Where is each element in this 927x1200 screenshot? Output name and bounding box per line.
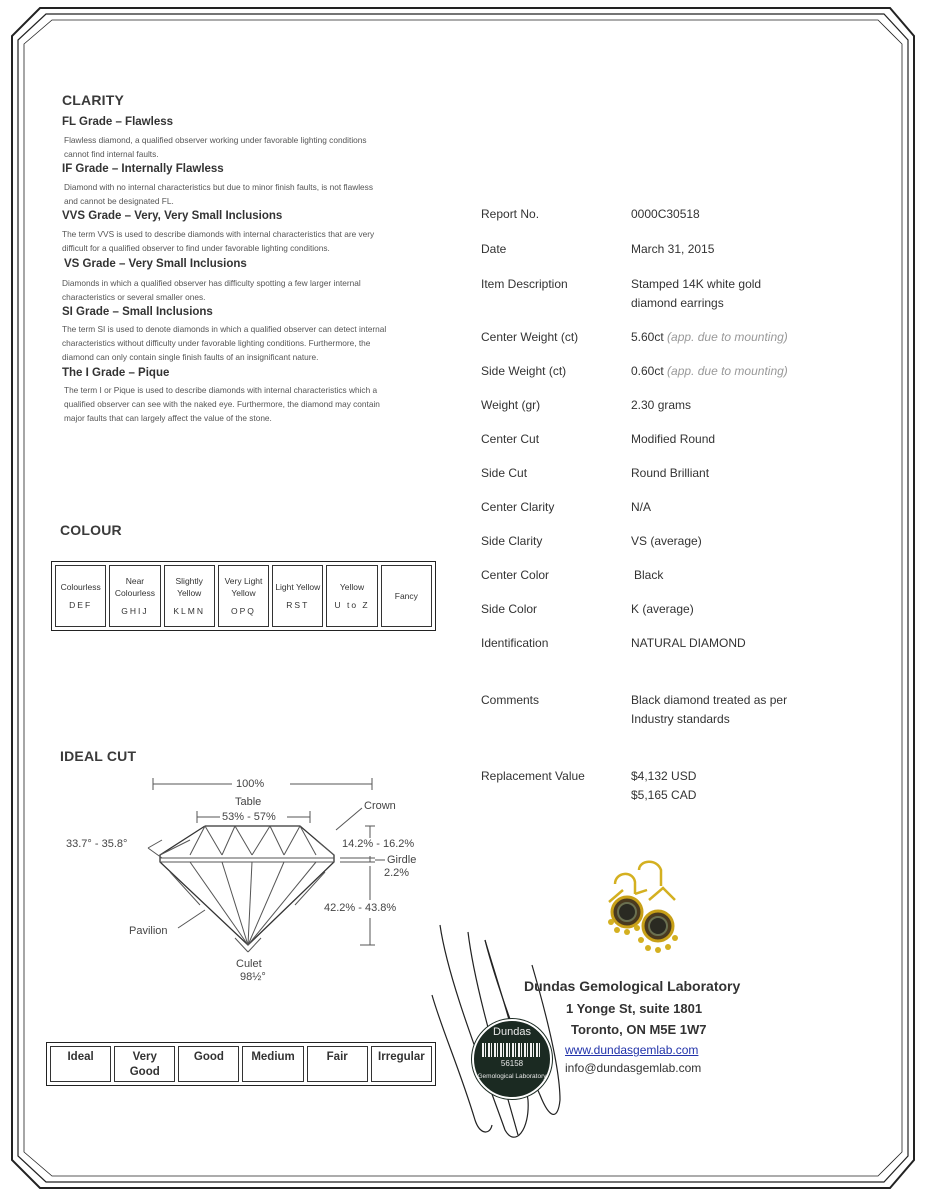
colour-cell-light-yellow: Light Yellow RST <box>272 565 323 627</box>
item-description-value: Stamped 14K white gold diamond earrings <box>631 277 762 310</box>
cut-cell-ideal: Ideal <box>50 1046 111 1082</box>
side-color-label: Side Color <box>481 602 538 616</box>
report-no-label: Report No. <box>481 207 540 221</box>
diagram-table-range: 53% - 57% <box>222 811 276 823</box>
colour-title: COLOUR <box>60 522 122 538</box>
date-value: March 31, 2015 <box>631 242 715 256</box>
colour-cell-slightly-yellow: Slightly Yellow KLMN <box>164 565 215 627</box>
grade-if-title: IF Grade – Internally Flawless <box>62 163 224 175</box>
grade-fl-title: FL Grade – Flawless <box>62 116 174 128</box>
report-no-value: 0000C30518 <box>631 207 700 221</box>
cut-cell-very-good: Very Good <box>114 1046 175 1082</box>
weight-gr-value: 2.30 grams <box>631 398 692 412</box>
ideal-cut-title: IDEAL CUT <box>60 748 137 764</box>
item-description-label: Item Description <box>481 277 568 291</box>
colour-cell-very-light-yellow: Very Light Yellow OPQ <box>218 565 269 627</box>
clarity-title: CLARITY <box>62 92 125 108</box>
lab-address-line2: Toronto, ON M5E 1W7 <box>571 1022 707 1037</box>
diagram-crown-height: 14.2% - 16.2% <box>342 838 415 850</box>
colour-cell-near-colourless: Near Colourless GHIJ <box>109 565 160 627</box>
center-weight-label: Center Weight (ct) <box>481 330 579 344</box>
diagram-crown-angle: 33.7° - 35.8° <box>66 838 128 850</box>
grade-vvs-desc: The term VVS is used to describe diamonds with internal characteristics that are very difficult for a qualified observer to find under favorable lighting conditions. <box>62 229 375 253</box>
grade-i-desc: The term I or Pique is used to describe diamonds with internal characteristics which a qualified observer can see with the naked eye. Furthermore, the diamond may contain major faults that can largely affect the value of the stone. <box>64 385 380 423</box>
grade-i-title: The I Grade – Pique <box>62 367 170 379</box>
weight-gr-label: Weight (gr) <box>481 398 541 412</box>
identification-label: Identification <box>481 636 549 650</box>
side-clarity-label: Side Clarity <box>481 534 543 548</box>
side-clarity-value: VS (average) <box>631 534 702 548</box>
side-cut-value: Round Brilliant <box>631 466 710 480</box>
diagram-pavilion-label: Pavilion <box>129 925 168 937</box>
side-cut-label: Side Cut <box>481 466 528 480</box>
grade-if-desc: Diamond with no internal characteristics but due to minor finish faults, is not flawless and cannot be designated FL. <box>64 182 373 206</box>
diagram-crown-label: Crown <box>364 800 396 812</box>
center-clarity-label: Center Clarity <box>481 500 555 514</box>
grade-si-title: SI Grade – Small Inclusions <box>62 306 213 318</box>
lab-email[interactable]: info@dundasgemlab.com <box>565 1061 702 1075</box>
identification-value: NATURAL DIAMOND <box>631 636 746 650</box>
center-cut-value: Modified Round <box>631 432 716 446</box>
cut-cell-irregular: Irregular <box>371 1046 432 1082</box>
colour-cell-yellow: Yellow U to Z <box>326 565 377 627</box>
center-clarity-value: N/A <box>631 500 652 514</box>
earrings-photo <box>595 860 690 960</box>
seal-bottom-text: Gemological Laboratory <box>477 1073 547 1080</box>
comments-label: Comments <box>481 693 540 707</box>
seal-top-text: Dundas <box>493 1026 531 1038</box>
center-color-value: Black <box>634 568 664 582</box>
diagram-girdle-label: Girdle <box>387 854 417 866</box>
diagram-culet-label: Culet <box>236 958 262 970</box>
replacement-value-value: $4,132 USD $5,165 CAD <box>631 769 697 802</box>
lab-address-line1: 1 Yonge St, suite 1801 <box>566 1001 703 1016</box>
grade-si-desc: The term SI is used to denote diamonds in which a qualified observer can detect internal characteristics without difficulty under favorable lighting conditions. Furthermore, the diamond can only contain single finish faults of an insignificant nature. <box>62 324 387 362</box>
seal-barcode <box>482 1043 542 1057</box>
cut-cell-fair: Fair <box>307 1046 368 1082</box>
cut-cell-good: Good <box>178 1046 239 1082</box>
center-cut-label: Center Cut <box>481 432 540 446</box>
grade-vs-desc: Diamonds in which a qualified observer has difficulty spotting a few larger internal characteristics or several smaller ones. <box>62 278 361 302</box>
colour-cell-fancy: Fancy <box>381 565 432 627</box>
grade-fl-desc: Flawless diamond, a qualified observer working under favorable lighting conditions cannot find internal faults. <box>64 135 367 159</box>
date-label: Date <box>481 242 507 256</box>
diagram-girdle-value: 2.2% <box>384 867 410 879</box>
side-weight-label: Side Weight (ct) <box>481 364 567 378</box>
diagram-table-label: Table <box>235 796 262 808</box>
center-color-label: Center Color <box>481 568 550 582</box>
cut-cell-medium: Medium <box>242 1046 303 1082</box>
diagram-width-label: 100% <box>236 778 265 790</box>
cut-grade-table <box>46 1042 436 1086</box>
grade-vvs-title: VVS Grade – Very, Very Small Inclusions <box>62 210 283 222</box>
colour-cell-colourless: Colourless DEF <box>55 565 106 627</box>
side-color-value: K (average) <box>631 602 694 616</box>
grade-vs-title: VS Grade – Very Small Inclusions <box>64 258 247 270</box>
lab-name: Dundas Gemological Laboratory <box>524 978 741 994</box>
seal-number: 56158 <box>500 1059 524 1068</box>
comments-value: Black diamond treated as per Industry standards <box>631 693 788 726</box>
center-weight-value: 5.60ct (app. due to mounting) <box>631 330 788 344</box>
lab-website-link[interactable]: www.dundasgemlab.com <box>565 1043 699 1057</box>
diagram-pavilion-depth: 42.2% - 43.8% <box>324 902 397 914</box>
replacement-value-label: Replacement Value <box>481 769 585 783</box>
side-weight-value: 0.60ct (app. due to mounting) <box>631 364 788 378</box>
laboratory-seal <box>472 1019 552 1099</box>
diagram-culet-angle: 98½° <box>240 971 266 983</box>
